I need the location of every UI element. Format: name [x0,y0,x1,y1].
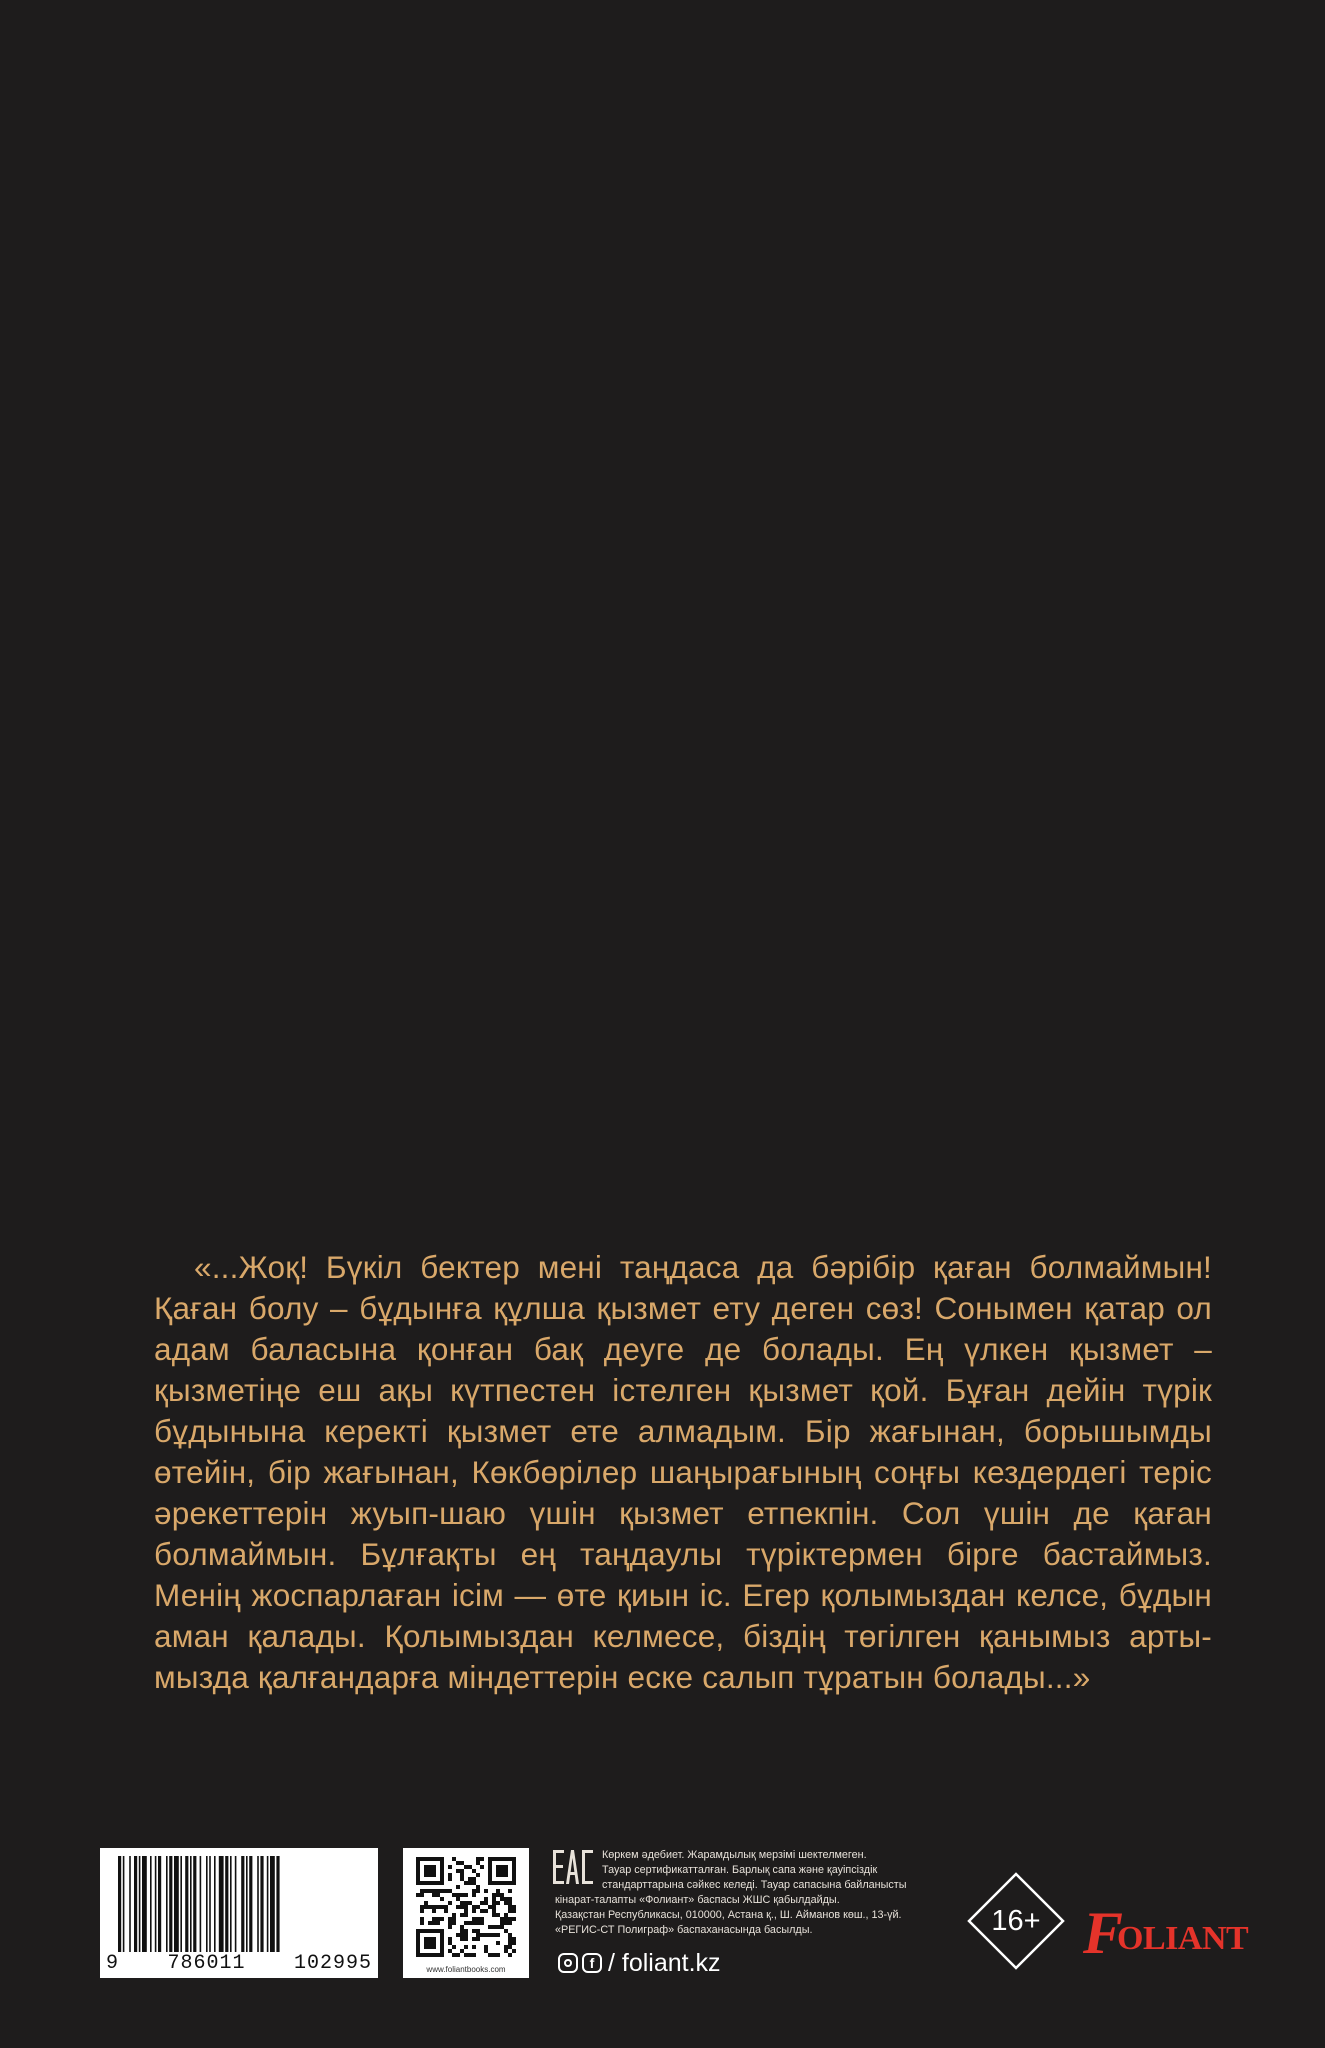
quote-line: өтейін, бір жағынан, Көкбөрілер шаңырағының соңғы кездердегі теріс [154,1454,1212,1490]
age-rating-label: 16+ [991,1905,1041,1937]
qr-module [492,1905,496,1909]
qr-module [432,1889,436,1893]
qr-module [472,1929,476,1933]
qr-module [444,1905,448,1909]
barcode-bar [225,1856,228,1952]
barcode-digit-group: 102995 [293,1952,372,1975]
qr-module [488,1953,492,1957]
qr-module [476,1933,480,1937]
qr-module [484,1933,488,1937]
barcode-bar [267,1856,269,1952]
qr-module [480,1865,484,1869]
qr-module [428,1905,432,1909]
barcode-bar [200,1856,202,1952]
qr-code-pattern [416,1857,516,1957]
social-links [558,1948,721,1978]
qr-module [468,1901,472,1905]
qr-module [452,1921,456,1925]
qr-module [468,1953,472,1957]
barcode-bar [155,1856,157,1952]
qr-module [476,1873,480,1877]
qr-module [420,1917,424,1921]
qr-module [472,1869,476,1873]
qr-module [480,1933,484,1937]
qr-module [460,1913,464,1917]
qr-module [464,1901,468,1905]
qr-module [456,1893,460,1897]
qr-module [492,1901,496,1905]
barcode-bar [166,1856,168,1952]
qr-module [456,1905,460,1909]
qr-module [464,1945,468,1949]
qr-module [480,1857,484,1861]
qr-module [464,1921,468,1925]
barcode-bar [246,1856,248,1952]
quote-line: мызда қалғандарға міндеттерін еске салып тұратын болады...» [154,1659,1091,1695]
qr-module [480,1909,484,1913]
isbn-barcode [100,1848,378,1978]
quote-line: Менің жоспарлаған ісім — өте қиын іс. Егер қолымыздан келсе, бұдын [154,1577,1212,1613]
qr-module [460,1873,464,1877]
barcode-bar [129,1856,131,1952]
qr-module [468,1881,472,1885]
qr-module [492,1925,496,1929]
qr-module [420,1905,424,1909]
qr-module [500,1925,504,1929]
qr-module [456,1869,460,1873]
barcode-bar [169,1856,172,1952]
legal-line: Тауар сертификатталған. Барлық сапа және қауіпсіздік [602,1864,878,1876]
barcode-bar [123,1856,125,1952]
qr-module [436,1889,440,1893]
barcode-bar [118,1856,121,1952]
qr-module [508,1941,512,1945]
qr-module [460,1937,464,1941]
barcode-bar [158,1856,161,1952]
qr-module [432,1917,436,1921]
barcode-bar [134,1856,137,1952]
qr-module [452,1945,456,1949]
qr-module [472,1945,476,1949]
qr-module [472,1917,476,1921]
qr-module [428,1889,432,1893]
qr-module [460,1929,464,1933]
barcode-bar [214,1856,216,1952]
qr-module [464,1909,468,1913]
qr-module [476,1861,480,1865]
quote-line: Қаған болу – бұдынға құлша қызмет ету деген сөз! Сонымен қатар ол [154,1290,1212,1326]
qr-module [496,1893,500,1897]
qr-module [484,1901,488,1905]
back-cover-quote [154,1247,1212,1698]
qr-module [476,1885,480,1889]
qr-module [460,1949,464,1953]
qr-module [512,1937,516,1941]
qr-module [448,1901,452,1905]
qr-module [464,1937,468,1941]
qr-module [452,1857,456,1861]
qr-module [464,1893,468,1897]
qr-module [472,1953,476,1957]
qr-module [448,1949,452,1953]
quote-line: «...Жоқ! Бүкіл бектер мені таңдаса да бәрібір қаған болмаймын! [194,1249,1212,1285]
qr-module [452,1917,456,1921]
qr-module [496,1933,500,1937]
qr-module [500,1917,504,1921]
foliant-logo [1083,1900,1249,1966]
qr-module [428,1921,432,1925]
qr-module [512,1905,516,1909]
qr-module [456,1933,460,1937]
logo-text: OLIANT [1117,1920,1249,1957]
barcode-bar [142,1856,147,1952]
qr-module [456,1953,460,1957]
barcode-bar [139,1856,141,1952]
qr-module [440,1905,444,1909]
qr-module [492,1953,496,1957]
barcode-digit-group: 786011 [167,1952,246,1975]
qr-module [496,1913,500,1917]
qr-module [464,1933,468,1937]
qr-module [424,1889,428,1893]
quote-line: бұдынына керекті қызмет ете алмадым. Бір жағынан, борышымды [154,1413,1212,1449]
qr-module [448,1917,452,1921]
qr-module [508,1917,512,1921]
qr-module [476,1917,480,1921]
barcode-bar [270,1856,275,1952]
qr-module [472,1881,476,1885]
qr-module [504,1949,508,1953]
barcode-bar [190,1856,192,1952]
qr-module [420,1889,424,1893]
qr-module [484,1945,488,1949]
qr-module [480,1901,484,1905]
qr-module [508,1905,512,1909]
qr-module [508,1889,512,1893]
qr-module [436,1921,440,1925]
quote-line: аман қалады. Қолымыздан келмесе, біздің төгілген қанымыз арты- [154,1618,1212,1654]
qr-module [492,1909,496,1913]
qr-module [460,1877,464,1881]
qr-module [472,1909,476,1913]
qr-module [416,1893,420,1897]
qr-module [440,1889,444,1893]
barcode-bar [249,1856,252,1952]
qr-module [512,1949,516,1953]
barcode-bar [150,1856,152,1952]
logo-initial: F [1083,1900,1124,1966]
qr-module [496,1941,500,1945]
qr-module [472,1877,476,1881]
qr-module [480,1921,484,1925]
qr-module [464,1905,468,1909]
qr-module [460,1901,464,1905]
qr-module [448,1941,452,1945]
qr-module [472,1893,476,1897]
qr-module [492,1893,496,1897]
quote-line: болмаймын. Бұлғақты ең таңдаулы түріктермен бірге бастаймыз. [154,1536,1212,1572]
barcode-bar [193,1856,196,1952]
qr-module [476,1889,480,1893]
qr-module [484,1897,488,1901]
qr-module [432,1909,436,1913]
qr-module [504,1897,508,1901]
barcode-bar [241,1856,244,1952]
qr-module [424,1937,436,1949]
qr-module [508,1897,512,1901]
website-link[interactable]: / foliant.kz [608,1948,721,1977]
facebook-icon[interactable]: f [582,1953,602,1973]
qr-module [448,1925,452,1929]
qr-module [440,1897,444,1901]
qr-module [460,1905,464,1909]
qr-module [424,1865,436,1877]
qr-module [460,1869,464,1873]
barcode-digits [106,1952,372,1975]
qr-module [508,1933,512,1937]
qr-code [403,1848,529,1978]
qr-module [448,1937,452,1941]
qr-module [472,1937,476,1941]
qr-module [492,1933,496,1937]
qr-module [444,1889,448,1893]
quote-line: қызметіңе еш ақы күтпестен істелген қызмет қой. Бұған дейін түрік [154,1372,1212,1408]
quote-line: әрекеттерін жуып-шаю үшін қызмет етпекпін. Сол үшін де қаған [154,1495,1212,1531]
qr-module [476,1905,480,1909]
qr-module [512,1909,516,1913]
qr-module [448,1889,452,1893]
qr-module [432,1921,436,1925]
qr-module [472,1905,476,1909]
qr-module [444,1909,448,1913]
qr-module [496,1953,500,1957]
qr-module [464,1929,468,1933]
qr-module [500,1897,504,1901]
barcode-bar [185,1856,188,1952]
legal-line: кінарат-талапты «Фолиант» баспасы ЖШС қабылдайды. [555,1894,840,1906]
qr-module [504,1929,508,1933]
qr-module [492,1897,496,1901]
qr-module [424,1901,428,1905]
qr-module [504,1945,508,1949]
qr-module [456,1861,460,1865]
qr-module [464,1881,468,1885]
barcode-bar [235,1856,237,1952]
qr-module [448,1873,452,1877]
qr-module [436,1917,440,1921]
barcode-bar [180,1856,182,1952]
qr-module [508,1901,512,1905]
qr-module [484,1909,488,1913]
qr-module [472,1921,476,1925]
qr-module [448,1865,452,1869]
qr-module [420,1893,424,1897]
legal-line: Қазақстан Республикасы, 010000, Астана қ., Ш. Айманов көш., 13-үй. [555,1909,902,1921]
qr-module [476,1937,480,1941]
qr-module [464,1865,468,1869]
quote-line: адам баласына қонған бақ деуге де болады. Ең үлкен қызмет – [154,1331,1212,1367]
qr-module [484,1889,488,1893]
barcode-bar [174,1856,179,1952]
publisher-legal-info [555,1848,945,1938]
qr-module [496,1925,500,1929]
qr-module [420,1909,424,1913]
qr-module [496,1889,500,1893]
legal-line: Көркем әдебиет. Жарамдылық мерзімі шектелмеген. [602,1849,867,1861]
barcode-bar [260,1856,263,1952]
qr-module [468,1921,472,1925]
qr-module [508,1953,512,1957]
barcode-bar [209,1856,211,1952]
qr-module [468,1865,472,1869]
qr-module [468,1877,472,1881]
qr-module [508,1937,512,1941]
qr-module [424,1905,428,1909]
barcode-bars [118,1856,368,1952]
qr-module [504,1901,508,1905]
legal-line: «РЕГИС-СТ Полиграф» баспаханасында басылды. [555,1924,813,1936]
qr-module [508,1909,512,1913]
qr-module [464,1913,468,1917]
qr-caption: www.foliantbooks.com [426,1965,506,1974]
barcode-bar [206,1856,208,1952]
qr-module [448,1877,452,1881]
qr-module [432,1893,436,1897]
qr-module [452,1913,456,1917]
qr-module [508,1921,512,1925]
qr-module [460,1933,464,1937]
qr-module [460,1893,464,1897]
qr-module [500,1893,504,1897]
barcode-digit-group: 9 [106,1952,120,1975]
qr-module [492,1913,496,1917]
qr-module [496,1865,508,1877]
qr-module [448,1921,452,1925]
qr-module [504,1917,508,1921]
qr-module [488,1905,492,1909]
qr-module [500,1921,504,1925]
qr-module [488,1925,492,1929]
qr-module [488,1933,492,1937]
qr-module [496,1901,500,1905]
qr-module [420,1921,424,1925]
qr-module [456,1885,460,1889]
qr-module [456,1897,460,1901]
barcode-bar [276,1856,279,1952]
qr-module [504,1921,508,1925]
qr-module [480,1917,484,1921]
qr-module [460,1925,464,1929]
qr-module [476,1929,480,1933]
qr-module [440,1917,444,1921]
qr-module [472,1889,476,1893]
qr-module [460,1861,464,1865]
qr-module [508,1945,512,1949]
qr-module [452,1953,456,1957]
barcode-bar [230,1856,232,1952]
instagram-icon[interactable] [558,1953,578,1973]
qr-module [512,1917,516,1921]
barcode-bar [219,1856,224,1952]
qr-module [464,1953,468,1957]
legal-line: стандарттарына сәйкес келеді. Тауар сапасына байланысты [602,1879,907,1891]
qr-module [504,1913,508,1917]
qr-module [512,1941,516,1945]
qr-module [484,1949,488,1953]
qr-module [432,1905,436,1909]
qr-module [452,1893,456,1897]
qr-module [436,1893,440,1897]
qr-module [436,1905,440,1909]
qr-module [476,1857,480,1861]
barcode-bar [257,1856,259,1952]
qr-module [476,1921,480,1925]
